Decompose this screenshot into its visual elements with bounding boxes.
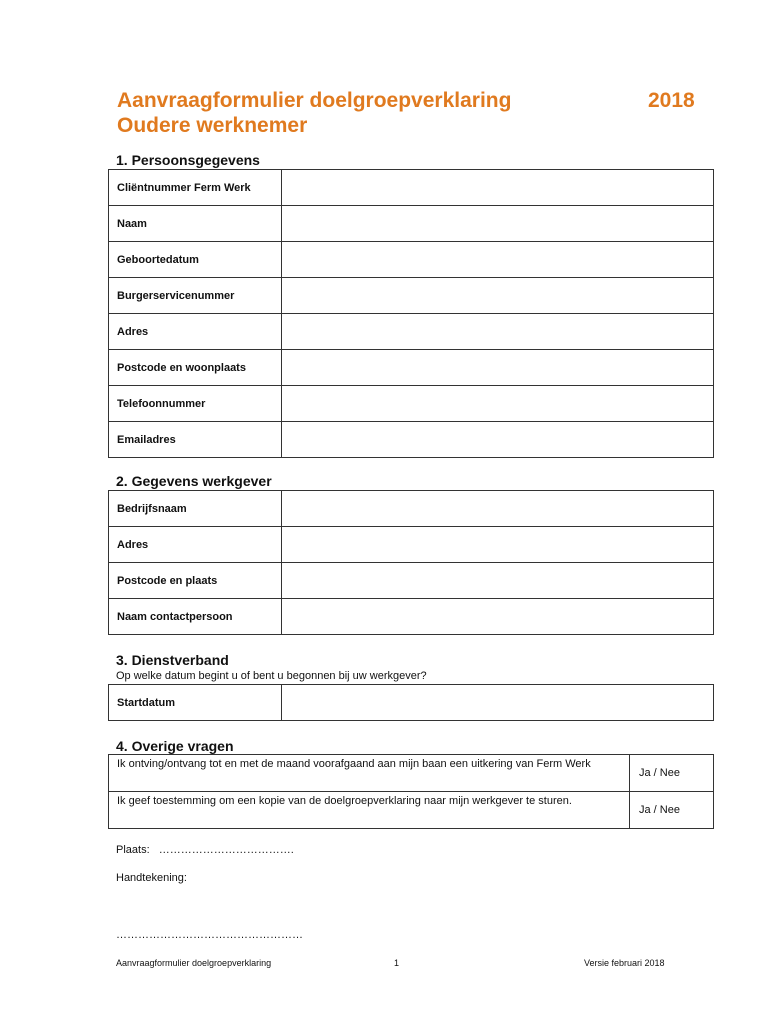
table-row bbox=[109, 386, 714, 422]
field-label: Postcode en plaats bbox=[109, 563, 282, 599]
field-input-startdatum[interactable] bbox=[282, 685, 714, 721]
field-label: Adres bbox=[109, 314, 282, 350]
question-text: Ik ontving/ontvang tot en met de maand voorafgaand aan mijn baan een uitkering van Ferm Werk bbox=[109, 755, 630, 792]
field-input-clientnummer[interactable] bbox=[282, 170, 714, 206]
title-line-1: Aanvraagformulier doelgroepverklaring bbox=[117, 89, 512, 112]
title-line-2: Oudere werknemer bbox=[117, 114, 308, 137]
table-row bbox=[109, 755, 714, 792]
field-label: Geboortedatum bbox=[109, 242, 282, 278]
field-label: Startdatum bbox=[109, 685, 282, 721]
dienstverband-question: Op welke datum begint u of bent u begonnen bij uw werkgever? bbox=[116, 670, 427, 682]
table-row bbox=[109, 685, 714, 721]
place-field[interactable]: ………………………………. bbox=[158, 844, 294, 856]
section-heading-dienstverband: 3. Dienstverband bbox=[116, 652, 229, 668]
question-text: Ik geef toestemming om een kopie van de doelgroepverklaring naar mijn werkgever te sturen. bbox=[109, 792, 630, 829]
table-row bbox=[109, 599, 714, 635]
table-row bbox=[109, 350, 714, 386]
table-row bbox=[109, 278, 714, 314]
field-input-telefoonnummer[interactable] bbox=[282, 386, 714, 422]
field-label: Postcode en woonplaats bbox=[109, 350, 282, 386]
section-heading-persoonsgegevens: 1. Persoonsgegevens bbox=[116, 152, 260, 168]
dienstverband-table bbox=[108, 684, 714, 721]
footer-version: Versie februari 2018 bbox=[584, 958, 665, 968]
field-label: Bedrijfsnaam bbox=[109, 491, 282, 527]
field-label: Emailadres bbox=[109, 422, 282, 458]
answer-ja-nee[interactable]: Ja / Nee bbox=[630, 792, 714, 829]
table-row bbox=[109, 314, 714, 350]
field-input-postcode-plaats[interactable] bbox=[282, 563, 714, 599]
field-label: Burgerservicenummer bbox=[109, 278, 282, 314]
table-row bbox=[109, 792, 714, 829]
title-year: 2018 bbox=[648, 89, 695, 112]
footer-document-name: Aanvraagformulier doelgroepverklaring bbox=[116, 958, 272, 968]
field-label: Naam contactpersoon bbox=[109, 599, 282, 635]
field-label: Telefoonnummer bbox=[109, 386, 282, 422]
field-input-postcode-woonplaats[interactable] bbox=[282, 350, 714, 386]
signature-field[interactable]: …………………………………………… bbox=[116, 929, 303, 941]
table-row bbox=[109, 563, 714, 599]
field-input-bsn[interactable] bbox=[282, 278, 714, 314]
table-row bbox=[109, 206, 714, 242]
table-row bbox=[109, 242, 714, 278]
section-heading-werkgever: 2. Gegevens werkgever bbox=[116, 473, 272, 489]
field-label: Naam bbox=[109, 206, 282, 242]
answer-ja-nee[interactable]: Ja / Nee bbox=[630, 755, 714, 792]
table-row bbox=[109, 527, 714, 563]
table-row bbox=[109, 170, 714, 206]
signature-label: Handtekening: bbox=[116, 872, 187, 884]
field-input-contactpersoon[interactable] bbox=[282, 599, 714, 635]
field-input-werkgever-adres[interactable] bbox=[282, 527, 714, 563]
field-label: Cliëntnummer Ferm Werk bbox=[109, 170, 282, 206]
field-input-geboortedatum[interactable] bbox=[282, 242, 714, 278]
place-label: Plaats: bbox=[116, 844, 150, 856]
section-heading-overige-vragen: 4. Overige vragen bbox=[116, 738, 234, 754]
table-row bbox=[109, 422, 714, 458]
table-row bbox=[109, 491, 714, 527]
page-title bbox=[117, 88, 511, 138]
field-label: Adres bbox=[109, 527, 282, 563]
footer-page-number: 1 bbox=[394, 958, 400, 968]
field-input-bedrijfsnaam[interactable] bbox=[282, 491, 714, 527]
place-line bbox=[116, 843, 294, 857]
field-input-emailadres[interactable] bbox=[282, 422, 714, 458]
field-input-adres[interactable] bbox=[282, 314, 714, 350]
field-input-naam[interactable] bbox=[282, 206, 714, 242]
overige-vragen-table bbox=[108, 754, 714, 829]
werkgever-table bbox=[108, 490, 714, 635]
persoonsgegevens-table bbox=[108, 169, 714, 458]
